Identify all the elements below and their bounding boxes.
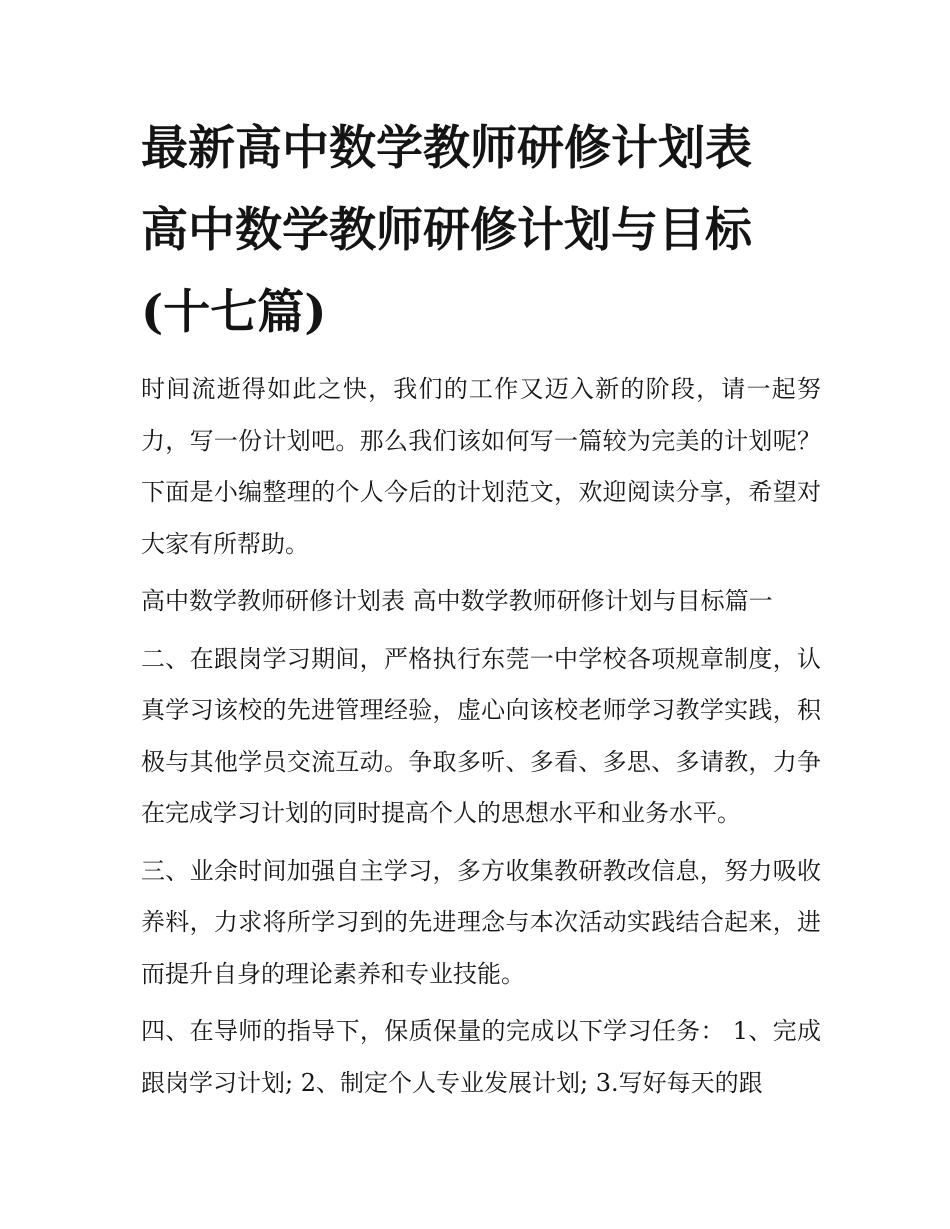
body-paragraph-3: 三、业余时间加强自主学习，多方收集教研教改信息，努力吸收养料，力求将所学习到的先进理念与本次活动实践结合起来，进而提升自身的理论素养和专业技能。 xyxy=(141,856,821,988)
title-line-3: (十七篇) xyxy=(141,285,327,340)
document-title xyxy=(141,108,821,354)
body-paragraph-4: 四、在导师的指导下，保质保量的完成以下学习任务： 1、完成跟岗学习计划; 2、制定个人专业发展计划; 3.写好每天的跟 xyxy=(141,1017,821,1097)
title-line-1: 最新高中数学教师研修计划表 xyxy=(141,121,752,176)
section-heading: 高中数学教师研修计划表 高中数学教师研修计划与目标篇一 xyxy=(141,587,773,615)
title-line-2: 高中数学教师研修计划与目标 xyxy=(141,203,752,258)
document-page xyxy=(141,108,821,1115)
body-paragraph-2: 二、在跟岗学习期间，严格执行东莞一中学校各项规章制度，认真学习该校的先进管理经验，虚心向该校老师学习教学实践，积极与其他学员交流互动。争取多听、多看、多思、多请教，力争在完成学习计划的同时提高个人的思想水平和业务水平。 xyxy=(141,644,821,827)
intro-paragraph: 时间流逝得如此之快，我们的工作又迈入新的阶段，请一起努力，写一份计划吧。那么我们该如何写一篇较为完美的计划呢？下面是小编整理的个人今后的计划范文，欢迎阅读分享，希望对大家有所帮助。 xyxy=(141,375,821,558)
